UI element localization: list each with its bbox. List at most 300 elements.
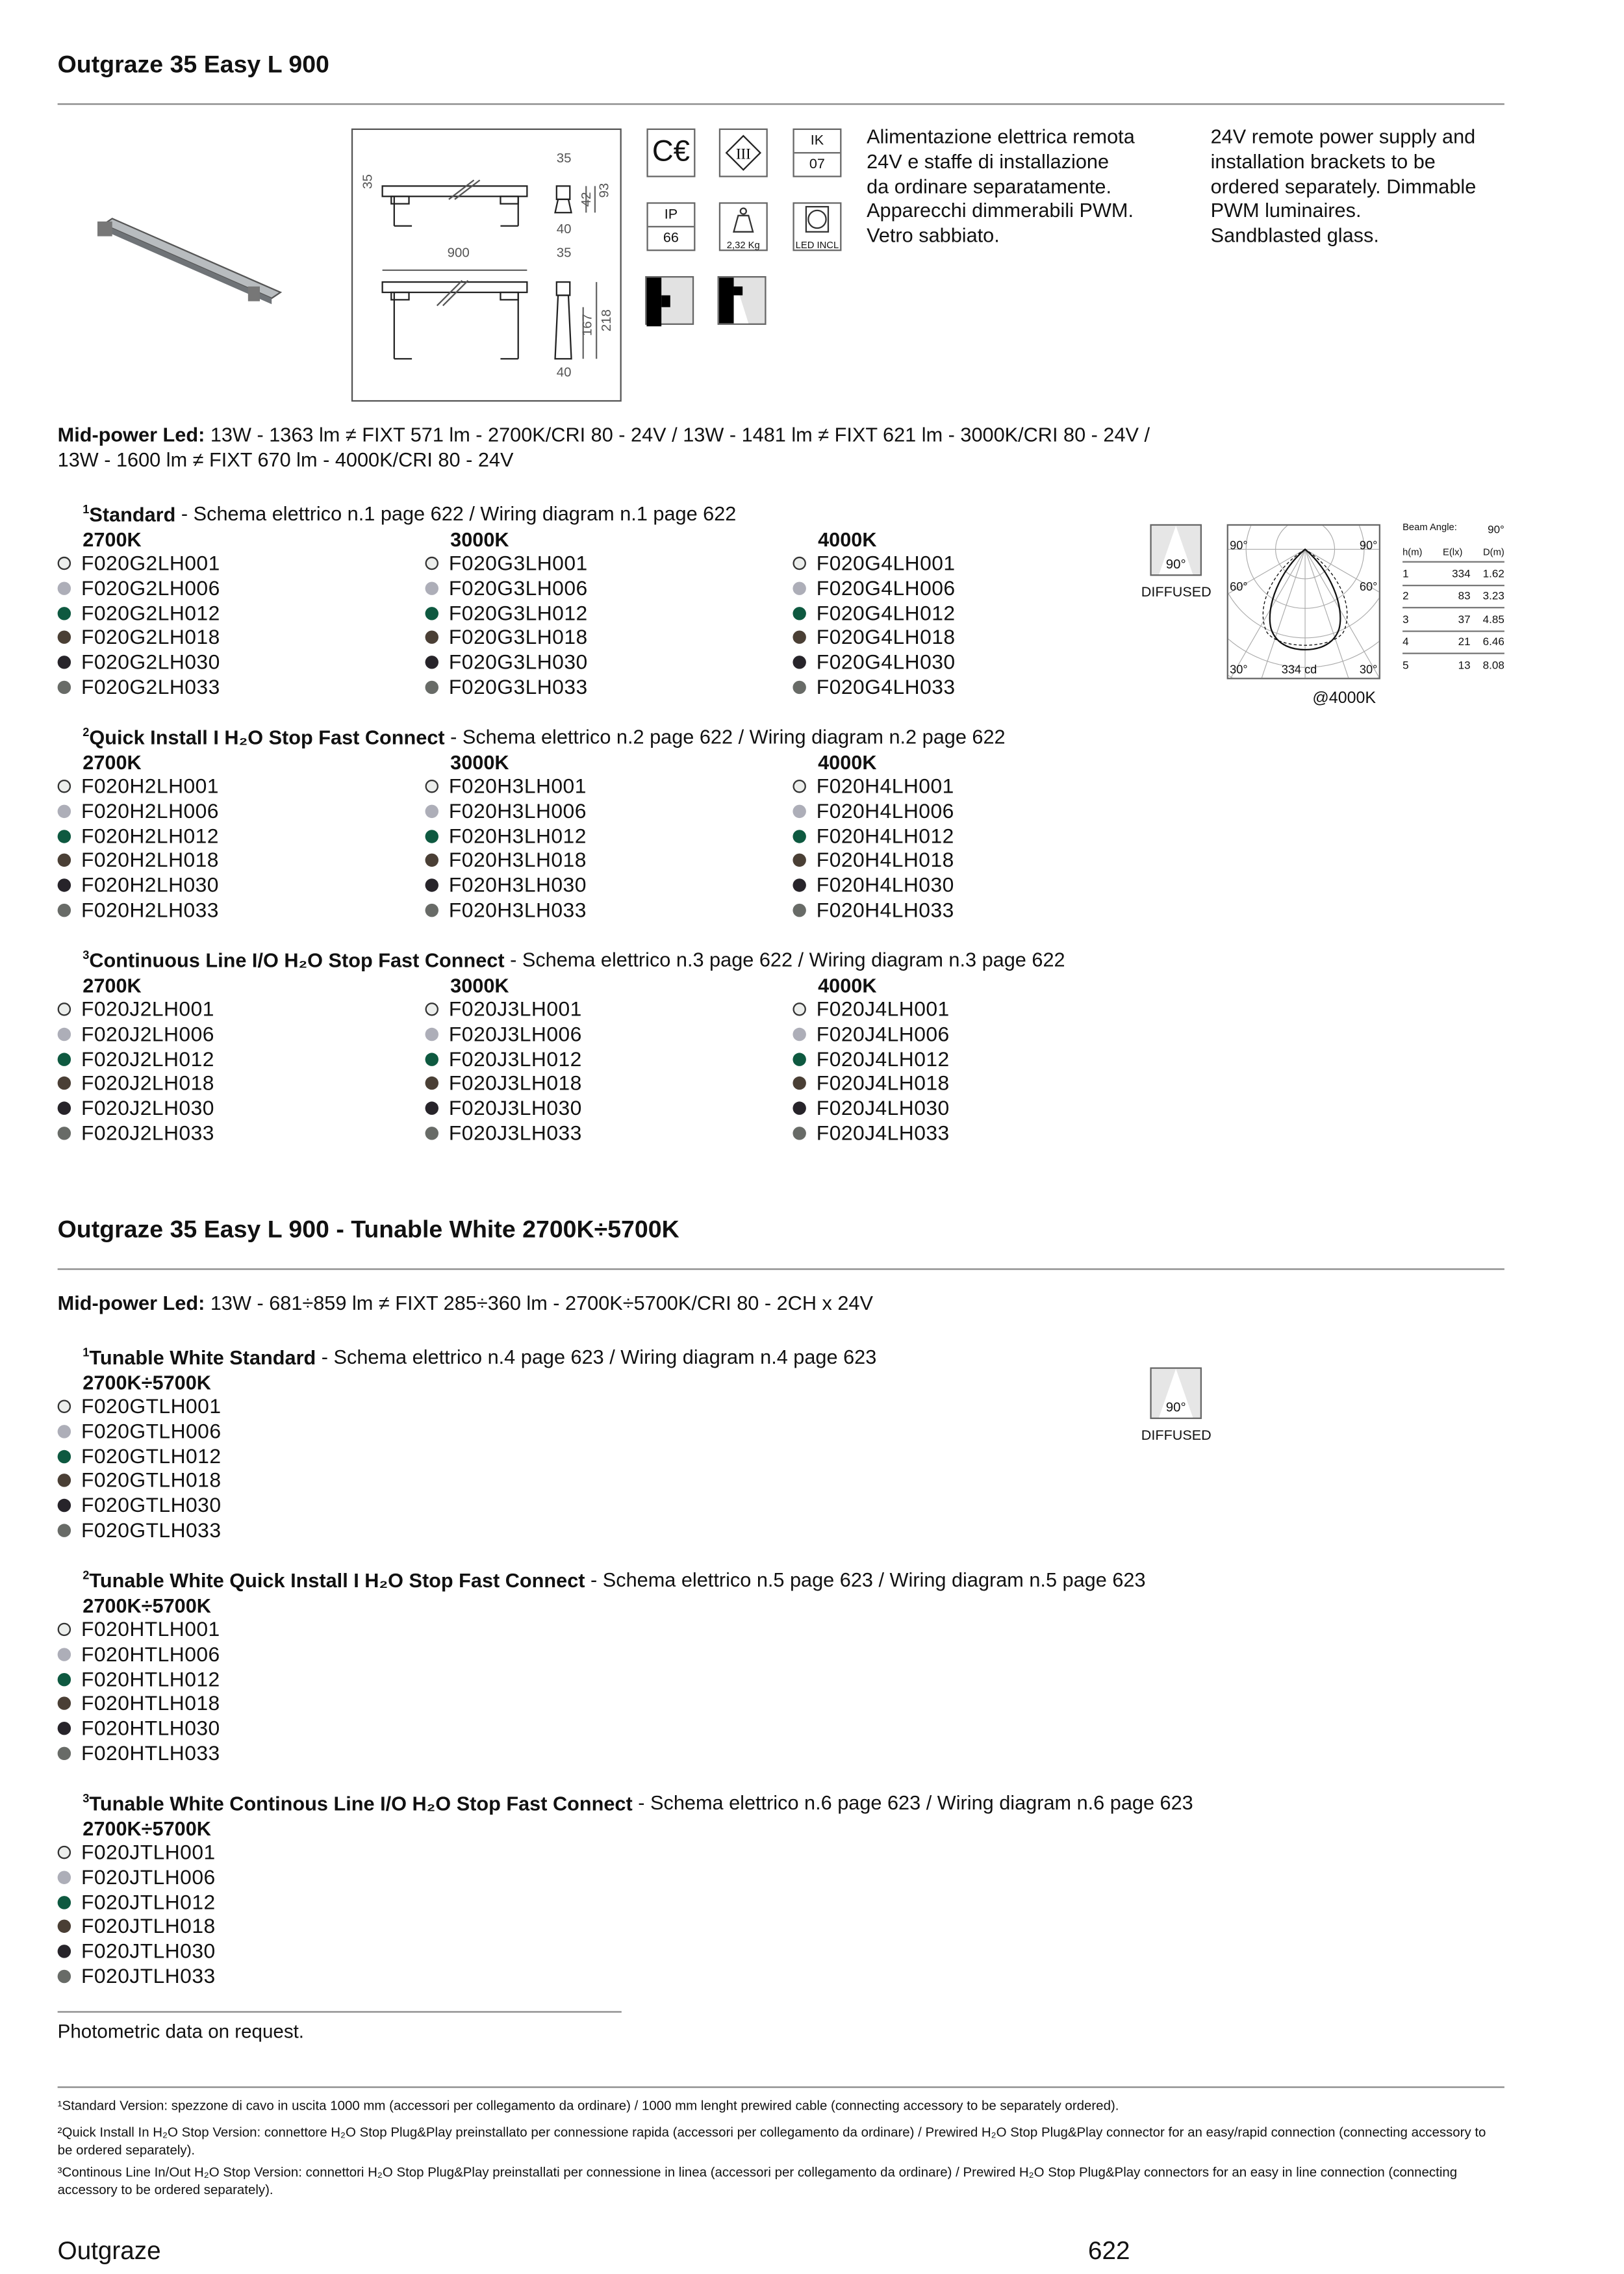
color-temperature: 2700K÷5700K xyxy=(82,1372,211,1394)
product-code xyxy=(425,600,588,625)
divider xyxy=(58,2086,1504,2088)
footnote-marker: 3 xyxy=(82,1791,90,1805)
footnote-2: ²Quick Install In H₂O Stop Version: connettore H₂O Stop Plug&Play preinstallato per connessione rapida (accessori per collegamento da ordinare) / Prewired H₂O Stop Plug&Play connector for an easy/rapid connection (connecting accessory to be ordered separately). xyxy=(57,2125,1486,2158)
color-temperature: 2700K÷5700K xyxy=(82,1594,211,1617)
finish-swatch-icon xyxy=(425,904,438,917)
finish-swatch-icon xyxy=(58,1450,71,1463)
table-cell: 334 xyxy=(1452,567,1471,580)
finish-swatch-icon xyxy=(58,904,71,917)
finish-swatch-icon xyxy=(425,631,438,644)
product-code xyxy=(58,625,220,650)
finish-swatch-icon xyxy=(793,581,806,594)
photometric-note: Photometric data on request. xyxy=(57,2020,305,2043)
code-text: F020G2LH001 xyxy=(81,550,220,575)
product-code xyxy=(425,1071,582,1096)
finish-swatch-icon xyxy=(793,1077,806,1090)
description-line: Apparecchi dimmerabili PWM. xyxy=(867,199,1134,222)
ik-value: 07 xyxy=(809,156,825,173)
weight-icon xyxy=(719,202,768,251)
finish-swatch-icon xyxy=(793,780,806,793)
color-temperature: 4000K xyxy=(818,751,877,774)
wall-wash-icon xyxy=(718,276,767,325)
product-code xyxy=(58,997,214,1021)
dim-900: 900 xyxy=(447,245,470,260)
code-column xyxy=(58,1818,216,1989)
finish-swatch-icon xyxy=(793,804,806,817)
code-text: F020H2LH001 xyxy=(81,773,219,798)
finish-swatch-icon xyxy=(425,879,438,892)
code-column xyxy=(793,529,955,700)
code-text: F020JTLH001 xyxy=(81,1839,216,1864)
finish-swatch-icon xyxy=(793,1003,806,1016)
product-code xyxy=(58,1667,220,1691)
finish-swatch-icon xyxy=(58,879,71,892)
angle-90-left: 90° xyxy=(1230,539,1248,552)
code-text: F020GTLH033 xyxy=(81,1518,222,1542)
dim-40: 40 xyxy=(556,221,572,236)
code-column xyxy=(58,1372,222,1542)
product-code xyxy=(793,1071,949,1096)
code-text: F020H4LH018 xyxy=(816,848,954,872)
color-temperature: 3000K xyxy=(450,528,509,551)
finish-swatch-icon xyxy=(58,606,71,619)
diffused-label: DIFFUSED xyxy=(1141,1427,1212,1444)
product-code xyxy=(58,1121,214,1145)
description-line: 24V remote power supply and xyxy=(1210,125,1476,148)
product-code xyxy=(425,576,588,600)
footer-section-name: Outgraze xyxy=(57,2237,161,2266)
code-text: F020J4LH033 xyxy=(816,1120,950,1145)
code-text: F020JTLH012 xyxy=(81,1889,216,1913)
product-code xyxy=(58,600,220,625)
finish-swatch-icon xyxy=(58,681,71,694)
finish-swatch-icon xyxy=(58,804,71,817)
product-code xyxy=(793,1021,949,1046)
code-text: F020J3LH012 xyxy=(448,1046,582,1070)
product-code xyxy=(58,823,219,848)
finish-swatch-icon xyxy=(425,854,438,867)
section-wiring-ref: - Schema elettrico n.1 page 622 / Wiring diagram n.1 page 622 xyxy=(175,502,737,525)
divider xyxy=(58,103,1504,105)
product-code xyxy=(58,1741,220,1765)
code-text: F020G3LH033 xyxy=(448,674,588,698)
illuminance-table xyxy=(1402,523,1504,677)
product-code xyxy=(58,848,219,873)
product-code xyxy=(425,997,582,1021)
finish-swatch-icon xyxy=(793,557,806,570)
dim-40b: 40 xyxy=(556,364,572,380)
beam-angle-label: 90° xyxy=(1165,556,1186,572)
code-text: F020J3LH018 xyxy=(448,1071,582,1095)
product-code xyxy=(793,848,954,873)
finish-swatch-icon xyxy=(58,1648,71,1661)
description-line: Vetro sabbiato. xyxy=(867,224,1000,247)
led-spec-label: Mid-power Led: xyxy=(57,1292,205,1314)
code-text: F020H4LH030 xyxy=(816,873,954,897)
product-code xyxy=(425,650,588,674)
code-text: F020G4LH012 xyxy=(816,600,956,624)
finish-swatch-icon xyxy=(58,1003,71,1016)
section-header xyxy=(82,1345,876,1368)
finish-swatch-icon xyxy=(58,1524,71,1537)
section-title: Standard xyxy=(89,502,176,525)
code-text: F020HTLH012 xyxy=(81,1666,220,1691)
code-text: F020J3LH033 xyxy=(448,1120,582,1145)
code-text: F020GTLH001 xyxy=(81,1394,222,1418)
dimension-drawing xyxy=(351,129,622,402)
divider xyxy=(58,1268,1504,1270)
finish-swatch-icon xyxy=(58,1871,71,1884)
section-header xyxy=(82,1568,1145,1591)
code-text: F020HTLH006 xyxy=(81,1641,220,1666)
section-wiring-ref: - Schema elettrico n.3 page 622 / Wiring diagram n.3 page 622 xyxy=(504,949,1065,971)
code-text: F020GTLH018 xyxy=(81,1468,222,1492)
finish-swatch-icon xyxy=(58,1920,71,1933)
finish-swatch-icon xyxy=(793,1053,806,1066)
section-name xyxy=(82,1792,632,1814)
code-column xyxy=(793,752,954,923)
technical-drawing xyxy=(353,130,623,403)
table-cell: 2 xyxy=(1402,589,1409,603)
product-code xyxy=(793,600,955,625)
section-title: Tunable White Standard xyxy=(89,1346,316,1368)
footnote-3: ³Continous Line In/Out H₂O Stop Version: connettori H₂O Stop Plug&Play preinstallati per connessione in linea (accessori per collegamento da ordinare) / Prewired H₂O Stop Plug&Play connectors for an easy in line connection (connecting accessory to be ordered separately). xyxy=(57,2164,1458,2197)
section-name xyxy=(82,949,504,971)
code-text: F020H3LH033 xyxy=(448,897,587,922)
svg-text:III: III xyxy=(735,146,751,162)
product-code xyxy=(793,798,954,823)
polar-diagram xyxy=(1227,524,1380,680)
finish-swatch-icon xyxy=(58,1499,71,1512)
code-text: F020G3LH030 xyxy=(448,650,588,674)
table-cell: 5 xyxy=(1402,659,1409,672)
led-incl-label: LED INCL xyxy=(795,240,839,251)
product-code xyxy=(58,1865,216,1889)
section-wiring-ref: - Schema elettrico n.2 page 622 / Wiring diagram n.2 page 622 xyxy=(444,726,1006,748)
finish-swatch-icon xyxy=(58,1672,71,1685)
code-text: F020H3LH018 xyxy=(448,848,587,872)
dim-35: 35 xyxy=(556,245,572,260)
dim-42: 42 xyxy=(578,192,594,207)
dim-218: 218 xyxy=(598,309,614,332)
finish-swatch-icon xyxy=(793,631,806,644)
polar-curve xyxy=(1228,526,1380,679)
product-code xyxy=(58,1939,216,1963)
beam-diffused-icon-tunable xyxy=(1150,1368,1202,1420)
section-wiring-ref: - Schema elettrico n.5 page 623 / Wiring diagram n.5 page 623 xyxy=(585,1568,1146,1591)
code-text: F020G4LH033 xyxy=(816,674,956,698)
product-code xyxy=(425,1121,582,1145)
column-header: D(m) xyxy=(1482,547,1504,557)
finish-swatch-icon xyxy=(58,829,71,842)
color-temp-note: @4000K xyxy=(1312,689,1377,708)
beam-angle-label: Beam Angle: xyxy=(1402,522,1457,533)
finish-swatch-icon xyxy=(425,606,438,619)
table-cell: 1.62 xyxy=(1482,567,1504,580)
beam-diffused-icon xyxy=(1150,524,1202,576)
product-code xyxy=(58,1493,222,1518)
finish-swatch-icon xyxy=(58,1722,71,1735)
product-code xyxy=(793,873,954,898)
code-text: F020GTLH012 xyxy=(81,1443,222,1468)
table-cell: 6.46 xyxy=(1482,635,1504,649)
product-code xyxy=(425,1021,582,1046)
table-row xyxy=(1402,608,1504,631)
code-text: F020J2LH030 xyxy=(81,1095,214,1120)
finish-swatch-icon xyxy=(793,854,806,867)
table-row xyxy=(1402,585,1504,608)
code-text: F020J2LH001 xyxy=(81,997,214,1021)
diffused-label: DIFFUSED xyxy=(1141,584,1212,601)
code-column xyxy=(58,529,220,700)
product-code xyxy=(793,1046,949,1071)
code-column xyxy=(425,975,582,1145)
section-name xyxy=(82,503,175,525)
ip-rating-icon xyxy=(646,202,695,251)
finish-swatch-icon xyxy=(58,1697,71,1710)
section-name xyxy=(82,1569,585,1591)
code-text: F020HTLH033 xyxy=(81,1741,220,1765)
section-title-tunable: Outgraze 35 Easy L 900 - Tunable White 2700K÷5700K xyxy=(57,1216,679,1244)
product-code xyxy=(58,1617,220,1642)
color-temperature: 3000K xyxy=(450,751,509,774)
led-spec-label: Mid-power Led: xyxy=(57,424,205,446)
section-name xyxy=(82,1346,316,1368)
finish-swatch-icon xyxy=(425,681,438,694)
ik-rating-icon xyxy=(793,129,841,177)
code-text: F020H2LH033 xyxy=(81,897,219,922)
section-wiring-ref: - Schema elettrico n.6 page 623 / Wiring diagram n.6 page 623 xyxy=(632,1791,1193,1815)
code-text: F020H2LH006 xyxy=(81,798,219,823)
class-iii-icon xyxy=(719,129,768,177)
table-cell: 3.23 xyxy=(1482,589,1504,603)
product-code xyxy=(425,551,588,576)
code-text: F020H4LH012 xyxy=(816,823,954,847)
product-code xyxy=(793,997,949,1021)
section-title: Tunable White Quick Install I H₂O Stop Fast Connect xyxy=(89,1568,585,1591)
footnote-marker: 2 xyxy=(82,724,90,739)
footnote-marker: 1 xyxy=(82,502,90,516)
description-line: PWM luminaires. xyxy=(1210,199,1362,222)
product-code xyxy=(793,774,954,798)
code-text: F020J2LH033 xyxy=(81,1120,214,1145)
weight-value: 2,32 Kg xyxy=(726,240,760,251)
finish-swatch-icon xyxy=(425,1127,438,1140)
finish-swatch-icon xyxy=(58,1474,71,1487)
code-text: F020J4LH018 xyxy=(816,1071,950,1095)
product-code xyxy=(58,1889,216,1914)
product-code xyxy=(58,650,220,674)
code-text: F020G3LH018 xyxy=(448,625,588,649)
ce-mark-icon: C€ xyxy=(646,129,695,177)
dim-93: 93 xyxy=(596,183,611,198)
section-title: Tunable White Continous Line I/O H₂O Stop Fast Connect xyxy=(89,1791,633,1815)
finish-swatch-icon xyxy=(793,1102,806,1115)
footnote-1: ¹Standard Version: spezzone di cavo in uscita 1000 mm (accessori per collegamento da ordinare) / 1000 mm lenght prewired cable (connecting accessory to be separately ordered). xyxy=(57,2098,1119,2114)
code-text: F020G2LH033 xyxy=(81,674,220,698)
product-code xyxy=(793,551,955,576)
finish-swatch-icon xyxy=(793,681,806,694)
finish-swatch-icon xyxy=(58,656,71,669)
code-text: F020H4LH001 xyxy=(816,773,954,798)
code-text: F020H4LH006 xyxy=(816,798,954,823)
led-spec-line1: 13W - 1363 lm ≠ FIXT 571 lm - 2700K/CRI 80 - 24V / 13W - 1481 lm ≠ FIXT 621 lm - 3000K/CRI 80 - 24V / xyxy=(205,424,1150,446)
code-text: F020HTLH018 xyxy=(81,1691,220,1715)
product-code xyxy=(425,1096,582,1121)
table-cell: 13 xyxy=(1458,659,1471,672)
finish-swatch-icon xyxy=(425,581,438,594)
finish-swatch-icon xyxy=(793,879,806,892)
beam-angle-value: 90° xyxy=(1488,522,1504,536)
section-header xyxy=(82,725,1005,748)
finish-swatch-icon xyxy=(58,1970,71,1983)
code-text: F020G2LH012 xyxy=(81,600,220,624)
section-header xyxy=(82,502,736,525)
color-temperature: 2700K xyxy=(82,974,142,997)
dim-width-top: 35 xyxy=(556,150,572,166)
table-cell: 83 xyxy=(1458,589,1471,603)
description-line: Alimentazione elettrica remota xyxy=(867,125,1135,148)
product-code xyxy=(58,1046,214,1071)
product-code xyxy=(793,1121,949,1145)
finish-swatch-icon xyxy=(425,557,438,570)
product-image xyxy=(92,207,291,310)
finish-swatch-icon xyxy=(58,1945,71,1958)
color-temperature: 3000K xyxy=(450,974,509,997)
product-code xyxy=(58,1964,216,1989)
code-text: F020G3LH012 xyxy=(448,600,588,624)
code-column xyxy=(425,529,588,700)
divider xyxy=(58,2011,622,2012)
code-text: F020J2LH012 xyxy=(81,1046,214,1070)
product-code xyxy=(58,1518,222,1542)
finish-swatch-icon xyxy=(58,1425,71,1438)
code-text: F020G4LH006 xyxy=(816,575,956,600)
finish-swatch-icon xyxy=(58,854,71,867)
beam-angle-label: 90° xyxy=(1165,1399,1186,1415)
angle-60-left: 60° xyxy=(1230,580,1248,594)
product-code xyxy=(425,898,587,923)
product-code xyxy=(58,551,220,576)
led-spec-line2: 13W - 1600 lm ≠ FIXT 670 lm - 4000K/CRI 80 - 24V xyxy=(57,448,514,471)
page-number: 622 xyxy=(1087,2237,1130,2266)
code-text: F020JTLH030 xyxy=(81,1939,216,1963)
finish-swatch-icon xyxy=(793,1127,806,1140)
finish-swatch-icon xyxy=(425,780,438,793)
led-spec-line1: 13W - 681÷859 lm ≠ FIXT 285÷360 lm - 2700K÷5700K/CRI 80 - 2CH x 24V xyxy=(205,1292,873,1314)
code-text: F020H2LH018 xyxy=(81,848,219,872)
product-code xyxy=(58,1840,216,1865)
led-spec-tunable xyxy=(58,1292,873,1317)
product-code xyxy=(793,823,954,848)
finish-swatch-icon xyxy=(58,1895,71,1908)
code-column xyxy=(58,975,214,1145)
code-text: F020G4LH001 xyxy=(816,550,956,575)
finish-swatch-icon xyxy=(58,581,71,594)
column-header: h(m) xyxy=(1402,547,1423,557)
product-code xyxy=(58,1716,220,1741)
product-code xyxy=(425,774,587,798)
angle-30-right: 30° xyxy=(1359,663,1378,676)
angle-90-right: 90° xyxy=(1359,539,1378,552)
finish-swatch-icon xyxy=(793,829,806,842)
product-code xyxy=(58,898,219,923)
table-cell: 8.08 xyxy=(1482,659,1504,672)
product-code xyxy=(425,1046,582,1071)
candela-value: 334 cd xyxy=(1281,663,1317,676)
ip-value: 66 xyxy=(663,230,679,247)
product-code xyxy=(58,1071,214,1096)
table-cell: 3 xyxy=(1402,612,1409,626)
finish-swatch-icon xyxy=(425,1027,438,1040)
code-text: F020HTLH001 xyxy=(81,1616,220,1641)
product-code xyxy=(425,823,587,848)
code-text: F020J2LH006 xyxy=(81,1021,214,1045)
table-row xyxy=(1402,563,1504,585)
code-text: F020G2LH018 xyxy=(81,625,220,649)
product-code xyxy=(58,1394,222,1418)
finish-swatch-icon xyxy=(58,1127,71,1140)
color-temperature: 2700K xyxy=(82,751,142,774)
code-text: F020H3LH001 xyxy=(448,773,587,798)
code-text: F020HTLH030 xyxy=(81,1716,220,1740)
finish-swatch-icon xyxy=(425,656,438,669)
page-title: Outgraze 35 Easy L 900 xyxy=(57,51,329,79)
code-text: F020GTLH006 xyxy=(81,1418,222,1442)
product-code xyxy=(58,1642,220,1667)
section-name xyxy=(82,726,444,748)
product-code xyxy=(425,625,588,650)
finish-swatch-icon xyxy=(58,1400,71,1413)
code-text: F020G3LH006 xyxy=(448,575,588,600)
description-line: Sandblasted glass. xyxy=(1210,224,1379,247)
column-header: E(lx) xyxy=(1443,547,1463,557)
code-text: F020H3LH012 xyxy=(448,823,587,847)
finish-swatch-icon xyxy=(425,1102,438,1115)
table-cell: 4 xyxy=(1402,635,1409,649)
code-text: F020J3LH006 xyxy=(448,1021,582,1045)
dim-167: 167 xyxy=(579,313,594,337)
finish-swatch-icon xyxy=(58,1077,71,1090)
product-code xyxy=(425,873,587,898)
footnote-marker: 3 xyxy=(82,948,90,962)
color-temperature: 4000K xyxy=(818,974,877,997)
code-text: F020J4LH012 xyxy=(816,1046,950,1070)
ip-label: IP xyxy=(648,204,694,227)
finish-swatch-icon xyxy=(425,1077,438,1090)
code-text: F020JTLH006 xyxy=(81,1864,216,1889)
product-code xyxy=(58,1691,220,1716)
finish-swatch-icon xyxy=(425,829,438,842)
section-header xyxy=(82,948,1065,971)
description-line: 24V e staffe di installazione xyxy=(867,150,1110,173)
product-code xyxy=(58,1468,222,1493)
finish-swatch-icon xyxy=(793,904,806,917)
footnote-marker: 2 xyxy=(82,1568,90,1582)
code-text: F020J3LH030 xyxy=(448,1095,582,1120)
finish-swatch-icon xyxy=(793,606,806,619)
finish-swatch-icon xyxy=(58,1846,71,1859)
code-text: F020J4LH030 xyxy=(816,1095,950,1120)
product-code xyxy=(425,675,588,700)
product-code xyxy=(58,1021,214,1046)
code-text: F020H3LH006 xyxy=(448,798,587,823)
led-included-icon xyxy=(793,202,841,251)
code-column xyxy=(425,752,587,923)
finish-swatch-icon xyxy=(425,1003,438,1016)
code-text: F020J3LH001 xyxy=(448,997,582,1021)
finish-swatch-icon xyxy=(58,1623,71,1636)
